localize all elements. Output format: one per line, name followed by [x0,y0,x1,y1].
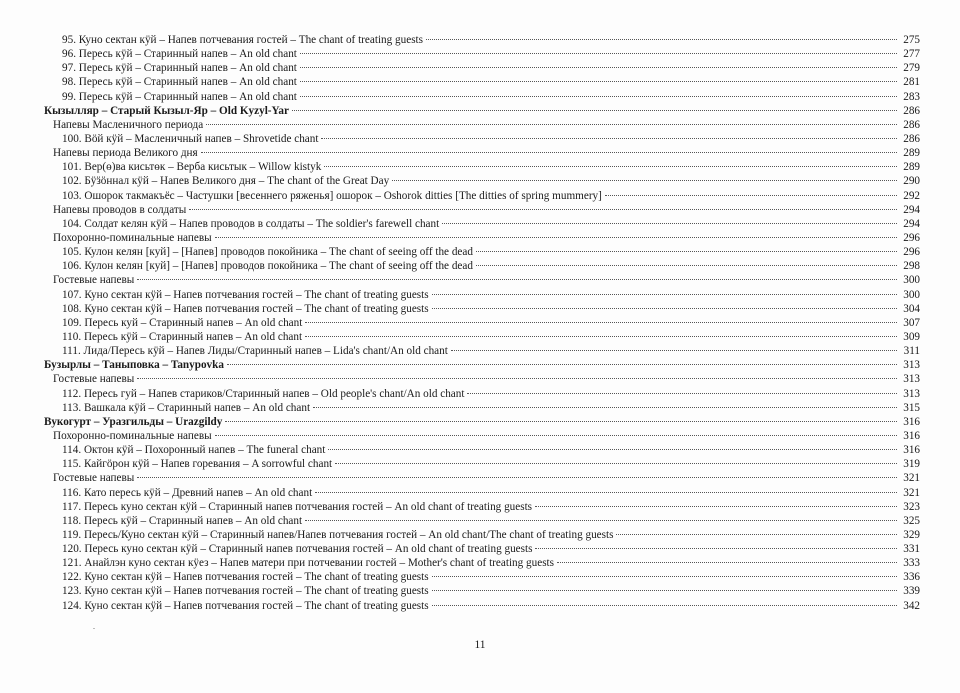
toc-entry [44,556,920,570]
table-of-contents [44,33,920,613]
toc-entry-page: 279 [903,62,920,75]
toc-entry [44,443,920,457]
toc-subsection-heading [44,118,920,132]
toc-dot-leader [137,378,897,379]
toc-dot-leader [426,39,897,40]
toc-dot-leader [432,308,897,309]
toc-subsection-heading [44,429,920,443]
toc-entry-title: 111. Лида/Пересь кӱй – Напев Лиды/Старинный напев – Lida's chant/An old chant [62,345,448,358]
toc-section-heading [44,104,920,118]
toc-subsection-heading [44,203,920,217]
toc-entry [44,174,920,188]
toc-dot-leader [328,449,897,450]
toc-subsection-heading [44,146,920,160]
toc-subsection-heading [44,231,920,245]
toc-entry-page: 321 [903,472,920,485]
toc-entry [44,217,920,231]
toc-entry [44,160,920,174]
toc-entry [44,401,920,415]
toc-entry [44,599,920,613]
toc-entry-title: 118. Пересь кӱй – Старинный напев – An old chant [62,514,303,527]
toc-dot-leader [557,562,897,563]
toc-entry [44,344,920,358]
toc-entry-title: Вукогурт – Уразгильды – Urazgildy [44,415,223,428]
toc-entry-page: 311 [903,345,920,358]
toc-entry [44,570,920,584]
toc-entry-page: 286 [903,132,920,145]
toc-entry-title: Похоронно-поминальные напевы [53,231,212,244]
toc-dot-leader [605,195,897,196]
toc-dot-leader [300,96,897,97]
toc-entry [44,486,920,500]
toc-entry [44,47,920,61]
toc-dot-leader [451,350,897,351]
toc-entry-title: Бузырлы – Таныповка – Tanypovka [44,359,224,372]
toc-entry-title: 115. Кайгӧрон кӱй – Напев горевания – A sorrowful chant [62,458,333,471]
toc-entry-title: 121. Анайлэн куно сектан кӱез – Напев матери при потчевании гостей – Mother's chant of treating guests [62,557,555,570]
toc-entry-title: 119. Пересь/Куно сектан кӱй – Старинный напев/Напев потчевания гостей – An old chant/The chant of treating guests [62,528,614,541]
toc-dot-leader [305,520,897,521]
toc-entry-page: 323 [903,500,920,513]
toc-entry-page: 316 [903,444,920,457]
toc-entry-title: 117. Пересь куно сектан кӱй – Старинный напев потчевания гостей – An old chant of treating guests [62,500,533,513]
toc-section-heading [44,358,920,372]
toc-subsection-heading [44,372,920,386]
toc-entry-title: 96. Пересь кӱй – Старинный напев – An old chant [62,48,297,61]
toc-entry-title: 116. Като пересь кӱй – Древний напев – An old chant [62,486,313,499]
toc-entry-title: Напевы периода Великого дня [53,147,198,160]
toc-entry-title: 114. Октон кӱй – Похоронный напев – The funeral chant [62,444,326,457]
toc-entry [44,387,920,401]
toc-entry-page: 294 [903,217,920,230]
toc-entry-title: 103. Ошорок такмакъёс – Частушки [весеннего ряженья] ошорок – Oshorok ditties [The ditties of spring mummery] [62,189,602,202]
toc-entry [44,75,920,89]
toc-entry-title: 105. Кулон келян [куй] – [Напев] проводов покойника – The chant of seeing off the dead [62,246,473,259]
toc-entry-title: 120. Пересь куно сектан кӱй – Старинный напев потчевания гостей – An old chant of treating guests [62,543,533,556]
toc-entry-page: 313 [903,387,920,400]
toc-entry-page: 329 [903,528,920,541]
toc-entry-page: 331 [903,543,920,556]
toc-entry-title: Гостевые напевы [53,373,135,386]
toc-entry [44,457,920,471]
toc-entry [44,132,920,146]
toc-dot-leader [535,506,897,507]
toc-entry-page: 313 [903,359,920,372]
toc-dot-leader [227,364,897,365]
toc-entry-page: 289 [903,161,920,174]
toc-entry-page: 316 [903,429,920,442]
toc-dot-leader [137,279,897,280]
toc-entry [44,302,920,316]
toc-entry [44,542,920,556]
toc-entry [44,584,920,598]
toc-entry-page: 304 [903,302,920,315]
toc-subsection-heading [44,273,920,287]
toc-entry-title: 124. Куно сектан кӱй – Напев потчевания гостей – The chant of treating guests [62,599,429,612]
toc-entry-title: 112. Пересь гуй – Напев стариков/Старинный напев – Old people's chant/An old chant [62,387,465,400]
toc-dot-leader [535,548,897,549]
toc-dot-leader [137,477,897,478]
toc-dot-leader [432,605,897,606]
toc-entry-page: 321 [903,486,920,499]
toc-entry-title: 101. Вер(ө)ва кисьтөк – Верба кисьтык – Willow kistyk [62,161,322,174]
toc-entry-title: 95. Куно сектан кӱй – Напев потчевания гостей – The chant of treating guests [62,34,424,46]
toc-entry-page: 300 [903,288,920,301]
toc-entry-page: 336 [903,571,920,584]
toc-dot-leader [315,492,897,493]
toc-entry-page: 292 [903,189,920,202]
toc-entry-title: Похоронно-поминальные напевы [53,429,212,442]
toc-subsection-heading [44,471,920,485]
toc-dot-leader [476,251,897,252]
toc-entry-page: 290 [903,175,920,188]
toc-dot-leader [467,393,897,394]
toc-dot-leader [300,67,897,68]
toc-entry-page: 286 [903,104,920,117]
toc-dot-leader [189,209,897,210]
toc-entry-page: 316 [903,415,920,428]
toc-entry-page: 333 [903,557,920,570]
toc-dot-leader [432,576,897,577]
toc-section-heading [44,415,920,429]
toc-dot-leader [292,110,897,111]
toc-dot-leader [300,53,897,54]
toc-entry-title: 102. Бӱӟӧннал кӱй – Напев Великого дня – The chant of the Great Day [62,175,390,188]
toc-dot-leader [215,237,897,238]
toc-entry-page: 325 [903,514,920,527]
toc-entry-title: 104. Солдат келян кӱй – Напев проводов в солдаты – The soldier's farewell chant [62,217,440,230]
toc-dot-leader [324,166,897,167]
toc-entry-title: 123. Куно сектан кӱй – Напев потчевания гостей – The chant of treating guests [62,585,429,598]
toc-entry-title: 100. Вӧй кӱй – Масленичный напев – Shrovetide chant [62,132,319,145]
toc-entry-title: 110. Пересь кӱй – Старинный напев – An old chant [62,330,303,343]
page-number: 11 [474,639,486,651]
toc-dot-leader [305,336,897,337]
toc-entry-title: 108. Куно сектан кӱй – Напев потчевания гостей – The chant of treating guests [62,302,429,315]
toc-entry [44,500,920,514]
toc-entry-title: Гостевые напевы [53,472,135,485]
toc-entry-title: 107. Куно сектан кӱй – Напев потчевания гостей – The chant of treating guests [62,288,429,301]
toc-entry-title: 106. Кулон келян [куй] – [Напев] проводов покойника – The chant of seeing off the dead [62,260,473,273]
toc-entry-title: Напевы проводов в солдаты [53,203,187,216]
toc-entry-title: 99. Пересь кӱй – Старинный напев – An old chant [62,90,297,103]
toc-entry-page: 283 [903,90,920,103]
toc-entry [44,528,920,542]
toc-entry-title: 97. Пересь кӱй – Старинный напев – An old chant [62,62,297,75]
scan-speck [93,628,95,629]
toc-dot-leader [206,124,897,125]
toc-entry-page: 298 [903,260,920,273]
toc-entry-page: 307 [903,316,920,329]
toc-dot-leader [305,322,897,323]
toc-dot-leader [335,463,897,464]
toc-entry [44,316,920,330]
toc-entry [44,259,920,273]
toc-entry-page: 286 [903,118,920,131]
toc-entry-page: 339 [903,585,920,598]
toc-dot-leader [321,138,897,139]
toc-entry [44,90,920,104]
toc-entry [44,61,920,75]
toc-entry-page: 281 [903,76,920,89]
toc-entry-title: Гостевые напевы [53,274,135,287]
toc-dot-leader [442,223,897,224]
toc-entry-title: 122. Куно сектан кӱй – Напев потчевания гостей – The chant of treating guests [62,571,429,584]
toc-entry-page: 315 [903,401,920,414]
toc-entry-page: 294 [903,203,920,216]
toc-entry-page: 275 [903,34,920,46]
toc-dot-leader [300,81,897,82]
toc-entry-page: 319 [903,458,920,471]
toc-entry-page: 277 [903,48,920,61]
toc-dot-leader [616,534,897,535]
toc-entry-page: 342 [903,599,920,612]
toc-entry [44,33,920,47]
toc-entry-title: 109. Пересь куй – Старинный напев – An old chant [62,316,303,329]
toc-entry-title: 113. Вашкала кӱй – Старинный напев – An old chant [62,401,311,414]
toc-entry [44,189,920,203]
toc-entry-title: Кызылляр – Старый Кызыл-Яр – Old Kyzyl-Yar [44,104,289,117]
toc-dot-leader [201,152,897,153]
toc-dot-leader [432,590,897,591]
toc-dot-leader [476,265,897,266]
toc-entry-title: 98. Пересь кӱй – Старинный напев – An old chant [62,76,297,89]
toc-dot-leader [313,407,897,408]
toc-entry [44,330,920,344]
toc-entry [44,288,920,302]
toc-entry-page: 309 [903,330,920,343]
toc-entry [44,245,920,259]
toc-entry [44,514,920,528]
toc-dot-leader [225,421,897,422]
toc-dot-leader [392,180,897,181]
toc-entry-page: 296 [903,231,920,244]
toc-entry-page: 300 [903,274,920,287]
toc-entry-title: Напевы Масленичного периода [53,118,204,131]
toc-dot-leader [432,294,897,295]
toc-entry-page: 296 [903,246,920,259]
toc-entry-page: 313 [903,373,920,386]
toc-entry-page: 289 [903,147,920,160]
toc-dot-leader [215,435,897,436]
